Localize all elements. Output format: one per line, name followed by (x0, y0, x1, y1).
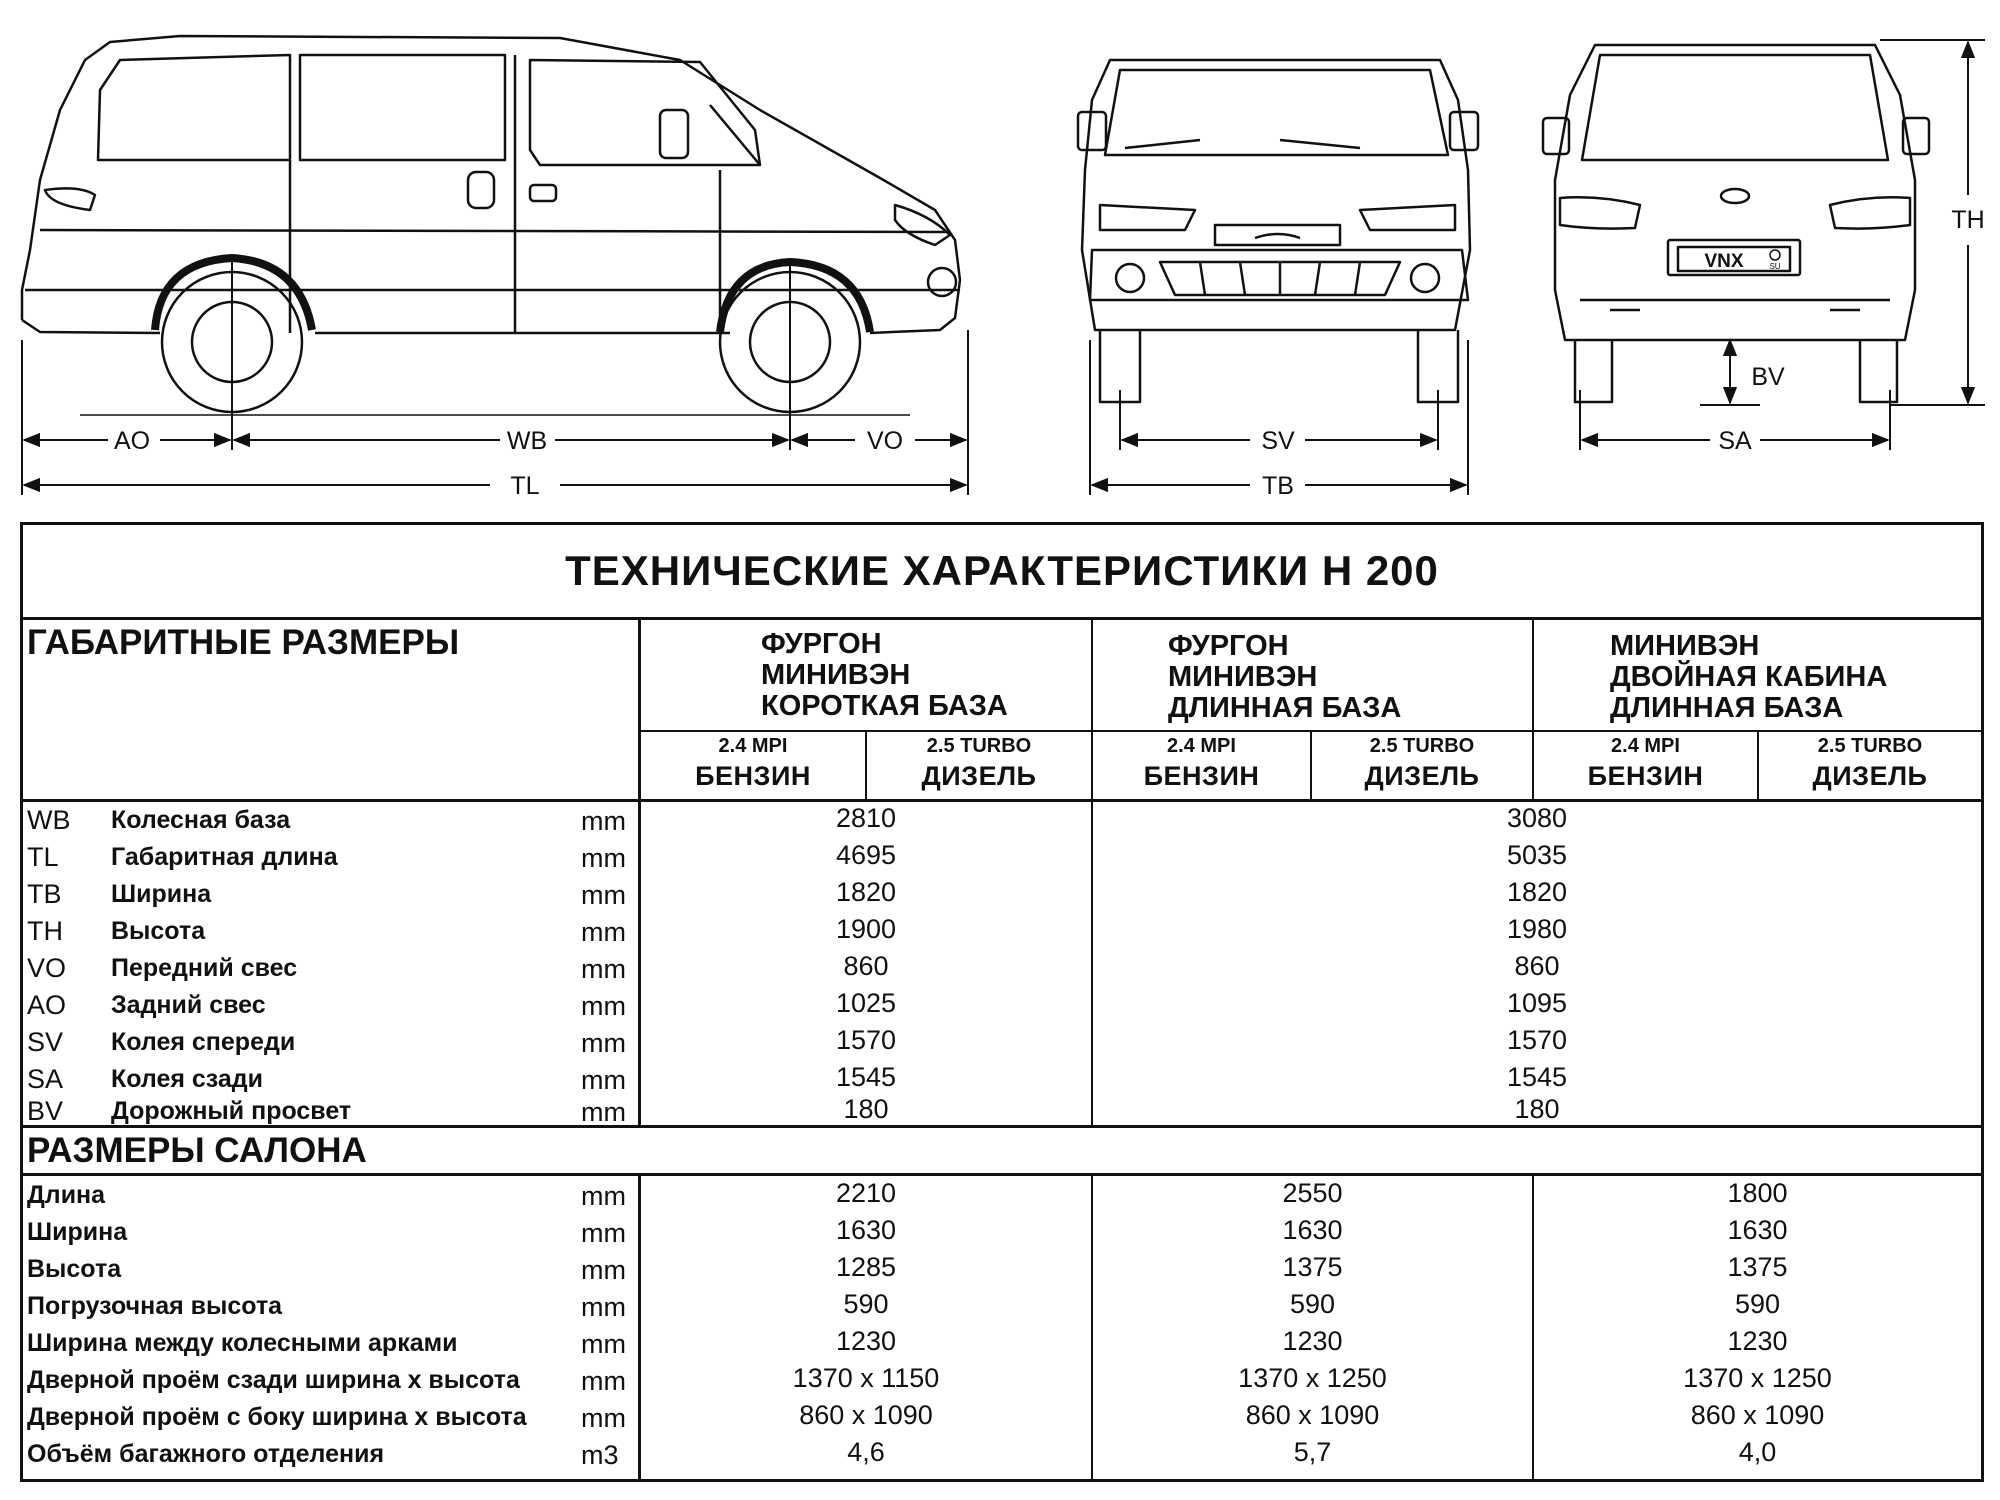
front-view-drawing (1078, 60, 1478, 402)
engine-label: 2.5 TURBO (1817, 735, 1923, 757)
column-head-long-base: ФУРГОН МИНИВЭН ДЛИННАЯ БАЗА (1168, 630, 1402, 724)
dim-label-sv: SV (1261, 427, 1295, 455)
plate-emblem (1770, 250, 1780, 260)
dim-label-vo: VO (866, 427, 904, 455)
engine-label: 2.5 TURBO (1369, 735, 1475, 757)
dim-label-bv: BV (1751, 363, 1785, 391)
fuel-label: БЕНЗИН (695, 761, 811, 791)
rear-view-drawing (1543, 45, 1929, 402)
column-head-short-base: ФУРГОН МИНИВЭН КОРОТКАЯ БАЗА (761, 628, 1008, 722)
fuel-label: БЕНЗИН (1143, 761, 1260, 791)
engine-label: 2.4 MPI (1611, 735, 1680, 757)
license-plate-text: VNX (1704, 251, 1744, 272)
fuel-label: ДИЗЕЛЬ (1364, 761, 1480, 791)
engine-label: 2.4 MPI (718, 735, 788, 757)
dim-label-sa: SA (1718, 427, 1752, 455)
section-cabin-title: РАЗМЕРЫ САЛОНА (27, 1131, 367, 1170)
rule-below-title (23, 617, 1981, 620)
dim-label-ao: AO (113, 427, 151, 455)
vehicle-drawings (0, 0, 2000, 510)
license-plate-country: SU (1769, 262, 1781, 271)
vehicle-dimension-diagram (0, 0, 2000, 510)
column-head-double-cab: МИНИВЭН ДВОЙНАЯ КАБИНА ДЛИННАЯ БАЗА (1610, 630, 1888, 724)
engine-label: 2.4 MPI (1167, 735, 1236, 757)
table-title: ТЕХНИЧЕСКИЕ ХАРАКТЕРИСТИКИ H 200 (565, 547, 1439, 594)
dim-label-th: TH (1951, 206, 1985, 234)
spec-table: ТЕХНИЧЕСКИЕ ХАРАКТЕРИСТИКИ H 200 ГАБАРИТНЫЕ РАЗМЕРЫ ФУРГОН МИНИВЭН КОРОТКАЯ БАЗА ФУРГОН МИНИВЭН ДЛИННАЯ БАЗА МИНИВЭН ДВОЙНАЯ КАБИНА ДЛИННАЯ БАЗА 2.4 MPI БЕНЗИН 2.5 TURBO ДИЗЕЛЬ 2.4 MPI БЕНЗИН 2.5 TURBO ДИЗЕЛЬ 2.4 MPI БЕНЗИН 2.5 TURBO ДИЗЕЛЬ WB Колесная база mm 2810 3080 TL Габаритная длина mm 4695 5035 TB Ширина mm 1820 1820 TH Высота mm 1900 1980 VO Передний свес mm 860 860 AO Задний свес mm 1025 1095 SV Колея спереди mm 1570 1570 SA Колея сзади mm 1545 1545 BV Дорожный просвет mm 180 180 РАЗМЕРЫ САЛОНА Длина mm 2210 2550 1800 Ширина mm 1630 1630 1630 Высота mm 1285 1375 1375 Погрузочная высота mm 590 590 590 Ширина между колесными арками mm 1230 1230 1230 Дверной проём сзади ширина х высота mm 1370 х 1150 1370 х 1250 1370 х 1250 Дверной проём с боку ширина х высота mm 860 х 1090 860 х 1090 860 х 1090 Объём багажного отделения m3 4,6 5,7 4,0 (20, 522, 1984, 1482)
fuel-label: БЕНЗИН (1587, 761, 1704, 791)
section-dimensions-title: ГАБАРИТНЫЕ РАЗМЕРЫ (27, 623, 460, 662)
fuel-label: ДИЗЕЛЬ (1812, 761, 1928, 791)
dim-label-tl: TL (510, 472, 540, 500)
dim-label-tb: TB (1262, 472, 1294, 500)
engine-label: 2.5 TURBO (926, 735, 1032, 757)
side-view-drawing (22, 36, 960, 412)
rule-below-cabin-title (23, 1173, 1981, 1176)
dim-label-wb: WB (506, 427, 548, 455)
rule-below-header (23, 799, 1981, 802)
fuel-label: ДИЗЕЛЬ (921, 761, 1037, 791)
